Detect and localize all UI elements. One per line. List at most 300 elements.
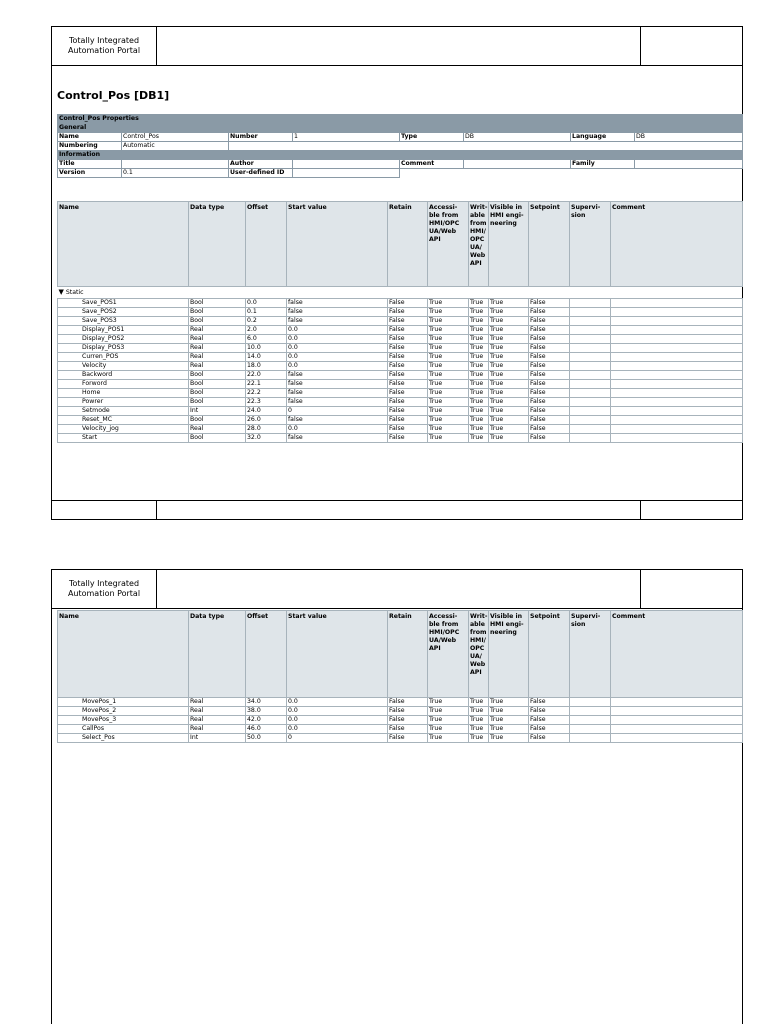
var-accessible: True [428,344,469,353]
var-writable: True [469,398,489,407]
table-row [58,407,743,416]
var-visible: True [489,326,529,335]
numbering-spacer [229,142,743,151]
comment-value [464,160,571,169]
page-footer [52,500,742,519]
var-name: Velocity [58,362,189,371]
var-supervision [570,698,611,707]
var-supervision [570,707,611,716]
col-offset: Offset [246,611,287,698]
var-data-type: Bool [189,299,246,308]
author-label: Author [229,160,293,169]
col-start-value: Start value [287,202,388,287]
var-writable: True [469,380,489,389]
var-visible: True [489,344,529,353]
var-start-value: false [287,416,388,425]
var-start-value: 0.0 [287,716,388,725]
var-retain: False [388,725,428,734]
var-writable: True [469,707,489,716]
var-writable: True [469,299,489,308]
static-group-label: Static [65,289,84,296]
var-retain: False [388,344,428,353]
document-page-1 [51,26,743,520]
var-retain: False [388,353,428,362]
var-data-type: Bool [189,434,246,443]
var-offset: 24.0 [246,407,287,416]
col-data-type: Data type [189,611,246,698]
version-value: 0.1 [122,169,229,178]
var-supervision [570,353,611,362]
var-setpoint: False [529,308,570,317]
col-start-value: Start value [287,611,388,698]
column-header-row [58,202,743,287]
var-name: Save_POS3 [58,317,189,326]
var-setpoint: False [529,344,570,353]
col-name: Name [58,611,189,698]
var-setpoint: False [529,434,570,443]
table-row [58,317,743,326]
tia-portal-logo-text: Totally Integrated Automation Portal [52,570,157,608]
var-comment [611,389,743,398]
table-row [58,425,743,434]
language-value: DB [635,133,743,142]
var-accessible: True [428,353,469,362]
title-value [122,160,229,169]
type-value: DB [464,133,571,142]
var-offset: 0.2 [246,317,287,326]
variables-table-page-2 [57,610,743,743]
table-row [58,299,743,308]
var-comment [611,335,743,344]
var-comment [611,725,743,734]
tia-portal-logo-text: Totally Integrated Automation Portal [52,27,157,65]
var-retain: False [388,326,428,335]
table-row [58,434,743,443]
var-setpoint: False [529,389,570,398]
var-comment [611,308,743,317]
var-offset: 2.0 [246,326,287,335]
var-writable: True [469,416,489,425]
comment-label: Comment [400,160,464,169]
var-offset: 28.0 [246,425,287,434]
var-accessible: True [428,308,469,317]
static-group-row [58,287,743,299]
var-writable: True [469,425,489,434]
col-name: Name [58,202,189,287]
var-supervision [570,335,611,344]
var-supervision [570,716,611,725]
var-setpoint: False [529,416,570,425]
var-retain: False [388,707,428,716]
var-retain: False [388,407,428,416]
var-retain: False [388,416,428,425]
table-row [58,398,743,407]
var-name: Start [58,434,189,443]
var-supervision [570,344,611,353]
var-accessible: True [428,362,469,371]
page-header [52,570,742,609]
col-comment: Comment [611,202,743,287]
var-retain: False [388,335,428,344]
var-comment [611,344,743,353]
var-visible: True [489,371,529,380]
var-start-value: 0 [287,734,388,743]
var-start-value: false [287,371,388,380]
family-value [635,160,743,169]
var-comment [611,353,743,362]
var-setpoint: False [529,407,570,416]
var-data-type: Bool [189,398,246,407]
var-setpoint: False [529,326,570,335]
col-retain: Retain [388,611,428,698]
general-section-label: General [58,124,743,133]
var-start-value: 0.0 [287,425,388,434]
var-comment [611,398,743,407]
table-row [58,416,743,425]
var-offset: 22.3 [246,398,287,407]
var-visible: True [489,407,529,416]
var-visible: True [489,425,529,434]
var-start-value: 0.0 [287,344,388,353]
col-supervision: Supervi-sion [570,202,611,287]
var-supervision [570,317,611,326]
var-start-value: false [287,398,388,407]
var-visible: True [489,716,529,725]
var-writable: True [469,734,489,743]
var-name: Display_POS3 [58,344,189,353]
var-setpoint: False [529,425,570,434]
var-comment [611,416,743,425]
var-supervision [570,725,611,734]
var-setpoint: False [529,335,570,344]
var-visible: True [489,725,529,734]
var-start-value: 0.0 [287,326,388,335]
author-value [293,160,400,169]
var-data-type: Real [189,362,246,371]
var-retain: False [388,698,428,707]
var-setpoint: False [529,698,570,707]
document-page-2 [51,569,743,1024]
var-accessible: True [428,725,469,734]
var-visible: True [489,698,529,707]
column-header-row [58,611,743,698]
var-supervision [570,326,611,335]
var-accessible: True [428,380,469,389]
var-start-value: false [287,380,388,389]
var-supervision [570,389,611,398]
var-setpoint: False [529,371,570,380]
collapse-triangle-icon: ▼ [58,288,64,296]
var-visible: True [489,398,529,407]
var-retain: False [388,380,428,389]
var-accessible: True [428,299,469,308]
var-offset: 46.0 [246,725,287,734]
var-offset: 50.0 [246,734,287,743]
var-data-type: Real [189,353,246,362]
var-comment [611,734,743,743]
var-name: Reset_MC [58,416,189,425]
col-comment: Comment [611,611,743,698]
var-retain: False [388,371,428,380]
var-setpoint: False [529,725,570,734]
table-row [58,308,743,317]
var-name: Powrer [58,398,189,407]
col-retain: Retain [388,202,428,287]
properties-section-title: Control_Pos Properties [58,115,743,124]
var-supervision [570,380,611,389]
table-row [58,716,743,725]
var-data-type: Real [189,425,246,434]
table-row [58,698,743,707]
var-visible: True [489,416,529,425]
var-writable: True [469,698,489,707]
var-name: MovePos_1 [58,698,189,707]
var-offset: 38.0 [246,707,287,716]
var-accessible: True [428,416,469,425]
var-data-type: Int [189,407,246,416]
var-visible: True [489,707,529,716]
var-data-type: Real [189,344,246,353]
var-name: CallPos [58,725,189,734]
var-writable: True [469,308,489,317]
var-name: MovePos_2 [58,707,189,716]
var-offset: 18.0 [246,362,287,371]
col-visible: Visible in HMI engi-neering [489,202,529,287]
var-supervision [570,308,611,317]
var-visible: True [489,389,529,398]
table-row [58,707,743,716]
var-retain: False [388,434,428,443]
table-row [58,335,743,344]
numbering-value: Automatic [122,142,229,151]
var-supervision [570,416,611,425]
col-accessible: Accessi-ble from HMI/OPC UA/Web API [428,611,469,698]
var-accessible: True [428,371,469,380]
var-visible: True [489,362,529,371]
var-accessible: True [428,434,469,443]
var-visible: True [489,734,529,743]
col-writable: Writ-able from HMI/ OPC UA/ Web API [469,202,489,287]
var-data-type: Real [189,725,246,734]
var-supervision [570,299,611,308]
table-row [58,380,743,389]
var-accessible: True [428,407,469,416]
var-accessible: True [428,425,469,434]
var-supervision [570,434,611,443]
var-accessible: True [428,698,469,707]
name-label: Name [58,133,122,142]
var-accessible: True [428,335,469,344]
var-start-value: 0.0 [287,353,388,362]
var-comment [611,326,743,335]
var-accessible: True [428,389,469,398]
var-name: Setmode [58,407,189,416]
var-start-value: 0.0 [287,335,388,344]
var-accessible: True [428,734,469,743]
var-offset: 26.0 [246,416,287,425]
table-row [58,344,743,353]
var-start-value: 0.0 [287,362,388,371]
var-data-type: Int [189,734,246,743]
var-comment [611,407,743,416]
properties-table [57,114,743,178]
col-supervision: Supervi-sion [570,611,611,698]
var-supervision [570,371,611,380]
var-writable: True [469,434,489,443]
var-data-type: Real [189,716,246,725]
var-comment [611,698,743,707]
col-offset: Offset [246,202,287,287]
var-accessible: True [428,707,469,716]
col-data-type: Data type [189,202,246,287]
var-writable: True [469,389,489,398]
var-visible: True [489,353,529,362]
var-supervision [570,425,611,434]
var-retain: False [388,299,428,308]
var-visible: True [489,299,529,308]
var-supervision [570,407,611,416]
var-offset: 0.0 [246,299,287,308]
var-data-type: Bool [189,389,246,398]
col-setpoint: Setpoint [529,202,570,287]
var-start-value: 0.0 [287,698,388,707]
var-writable: True [469,344,489,353]
var-comment [611,362,743,371]
var-supervision [570,398,611,407]
var-start-value: 0 [287,407,388,416]
var-retain: False [388,389,428,398]
var-supervision [570,362,611,371]
var-offset: 22.2 [246,389,287,398]
var-accessible: True [428,716,469,725]
col-writable: Writ-able from HMI/ OPC UA/ Web API [469,611,489,698]
var-data-type: Real [189,698,246,707]
var-offset: 34.0 [246,698,287,707]
number-label: Number [229,133,293,142]
page-header [52,27,742,66]
var-visible: True [489,434,529,443]
var-start-value: 0.0 [287,707,388,716]
var-comment [611,707,743,716]
var-name: MovePos_3 [58,716,189,725]
family-label: Family [571,160,635,169]
var-visible: True [489,317,529,326]
db-title: Control_Pos [DB1] [57,89,170,102]
var-retain: False [388,362,428,371]
table-row [58,389,743,398]
var-writable: True [469,407,489,416]
var-setpoint: False [529,317,570,326]
table-row [58,353,743,362]
var-offset: 32.0 [246,434,287,443]
var-comment [611,716,743,725]
var-name: Save_POS2 [58,308,189,317]
header-middle-cell [156,27,641,65]
var-name: Home [58,389,189,398]
var-offset: 6.0 [246,335,287,344]
header-middle-cell [156,570,641,608]
var-name: Forword [58,380,189,389]
var-offset: 22.1 [246,380,287,389]
var-offset: 14.0 [246,353,287,362]
var-data-type: Bool [189,371,246,380]
var-writable: True [469,371,489,380]
information-section-label: Information [58,151,743,160]
user-defined-id-value [293,169,400,178]
var-visible: True [489,335,529,344]
variables-table-page-1 [57,201,743,443]
version-label: Version [58,169,122,178]
user-defined-id-label: User-defined ID [229,169,293,178]
var-writable: True [469,716,489,725]
var-offset: 0.1 [246,308,287,317]
var-start-value: false [287,389,388,398]
var-start-value: 0.0 [287,725,388,734]
var-retain: False [388,425,428,434]
var-name: Display_POS2 [58,335,189,344]
var-offset: 10.0 [246,344,287,353]
col-accessible: Accessi-ble from HMI/OPC UA/Web API [428,202,469,287]
var-accessible: True [428,326,469,335]
var-retain: False [388,398,428,407]
var-accessible: True [428,398,469,407]
var-data-type: Real [189,707,246,716]
var-visible: True [489,380,529,389]
table-row [58,734,743,743]
var-data-type: Bool [189,416,246,425]
var-setpoint: False [529,299,570,308]
table-row [58,371,743,380]
var-name: Backword [58,371,189,380]
var-comment [611,380,743,389]
var-comment [611,299,743,308]
var-supervision [570,734,611,743]
var-name: Display_POS1 [58,326,189,335]
var-setpoint: False [529,707,570,716]
var-offset: 22.0 [246,371,287,380]
var-writable: True [469,335,489,344]
var-setpoint: False [529,353,570,362]
var-comment [611,317,743,326]
var-name: Velocity_jog [58,425,189,434]
number-value: 1 [293,133,400,142]
var-data-type: Bool [189,380,246,389]
var-name: Select_Pos [58,734,189,743]
var-writable: True [469,317,489,326]
var-writable: True [469,362,489,371]
var-name: Curren_POS [58,353,189,362]
var-start-value: false [287,434,388,443]
col-visible: Visible in HMI engi-neering [489,611,529,698]
var-setpoint: False [529,398,570,407]
var-accessible: True [428,317,469,326]
table-row [58,725,743,734]
col-setpoint: Setpoint [529,611,570,698]
var-start-value: false [287,308,388,317]
var-visible: True [489,308,529,317]
table-row [58,362,743,371]
var-setpoint: False [529,734,570,743]
var-retain: False [388,734,428,743]
var-comment [611,425,743,434]
var-start-value: false [287,299,388,308]
var-comment [611,434,743,443]
type-label: Type [400,133,464,142]
var-setpoint: False [529,380,570,389]
var-retain: False [388,716,428,725]
var-writable: True [469,326,489,335]
var-setpoint: False [529,362,570,371]
